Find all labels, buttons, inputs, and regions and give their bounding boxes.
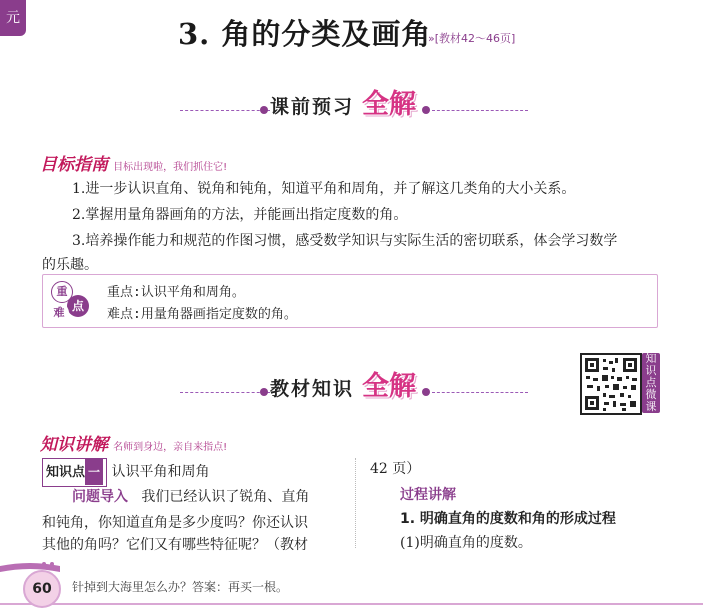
knowledge-point-title: 认识平角和周角 <box>111 464 210 480</box>
qr-side-char: 识 <box>645 364 657 377</box>
step-title: 1. 明确直角的度数和角的形成过程 <box>400 511 616 527</box>
qr-side-label <box>642 353 660 413</box>
banner-dot-left <box>260 388 268 396</box>
explain-header <box>40 430 227 455</box>
page-number: 60 <box>23 570 61 608</box>
banner-dot-right <box>422 388 430 396</box>
goals-label: 目标指南 <box>40 155 108 175</box>
banner-dashed-line-right <box>432 110 528 111</box>
badge-focus: 重 <box>51 281 73 303</box>
goal-item-2: 2.掌握用量角器画角的方法，并能画出指定度数的角。 <box>72 207 408 223</box>
banner-dashed-line-right <box>432 392 528 393</box>
intro-line-3: 其他的角吗？它们又有哪些特征呢？（教材 <box>42 537 308 553</box>
difficulty-text: 难点:用量角器画指定度数的角。 <box>107 307 297 322</box>
qr-side-char: 微 <box>645 388 657 401</box>
explain-hint: 名师到身边，亲自来指点! <box>113 442 228 453</box>
process-label: 过程讲解 <box>400 487 456 503</box>
goals-header <box>40 150 227 175</box>
badge-point: 点 <box>67 295 89 317</box>
banner-dashed-line-left <box>180 110 270 111</box>
qr-side-char: 点 <box>645 376 657 389</box>
goal-item-3: 3.培养操作能力和规范的作图习惯，感受数学知识与实际生活的密切联系，体会学习数学 <box>72 233 618 249</box>
step-subtitle: (1)明确直角的度数。 <box>400 535 532 551</box>
knowledge-point-heading <box>42 458 342 487</box>
goal-item-3-cont: 的乐趣。 <box>42 257 98 273</box>
knowledge-point-prefix: 知识点 <box>46 465 86 480</box>
banner-dot-left <box>260 106 268 114</box>
qr-code-icon[interactable] <box>580 353 642 415</box>
unit-tab: 元 <box>0 0 26 36</box>
intro-continued: 42 页） <box>370 461 421 477</box>
focus-text: 重点:认识平角和周角。 <box>107 285 245 300</box>
qr-side-char: 课 <box>645 400 657 413</box>
banner-dot-right <box>422 106 430 114</box>
goals-hint: 目标出现啦，我们抓住它! <box>113 162 228 173</box>
knowledge-banner-big: 全解 <box>362 371 416 402</box>
qr-code-graphic <box>582 355 640 413</box>
keypoints-box <box>42 274 658 328</box>
explain-label: 知识讲解 <box>40 435 108 455</box>
preview-banner-text: 课前预习 <box>270 96 355 118</box>
intro-line-1 <box>72 484 352 510</box>
preview-banner <box>150 88 530 128</box>
preview-banner-big: 全解 <box>362 89 416 120</box>
goal-item-1: 1.进一步认识直角、锐角和钝角，知道平角和周角，并了解这几类角的大小关系。 <box>72 181 576 197</box>
column-divider <box>355 458 356 548</box>
knowledge-banner <box>150 370 530 410</box>
intro-label: 问题导入 <box>72 489 128 505</box>
intro-text-1: 我们已经认识了锐角、直角 <box>141 489 310 505</box>
textbook-reference: »[教材42～46页] <box>428 32 516 45</box>
footer-riddle: 针掉到大海里怎么办？答案：再买一根。 <box>72 580 289 594</box>
banner-dashed-line-left <box>180 392 270 393</box>
knowledge-point-number: 一 <box>85 459 103 485</box>
page-title: 3. 角的分类及画角 <box>178 17 432 51</box>
badge-difficulty: 难 <box>49 303 69 323</box>
knowledge-point-box <box>42 458 107 487</box>
intro-line-2: 和钝角，你知道直角是多少度吗？你还认识 <box>42 515 308 531</box>
qr-side-char: 知 <box>645 352 657 365</box>
knowledge-banner-text: 教材知识 <box>270 378 355 400</box>
